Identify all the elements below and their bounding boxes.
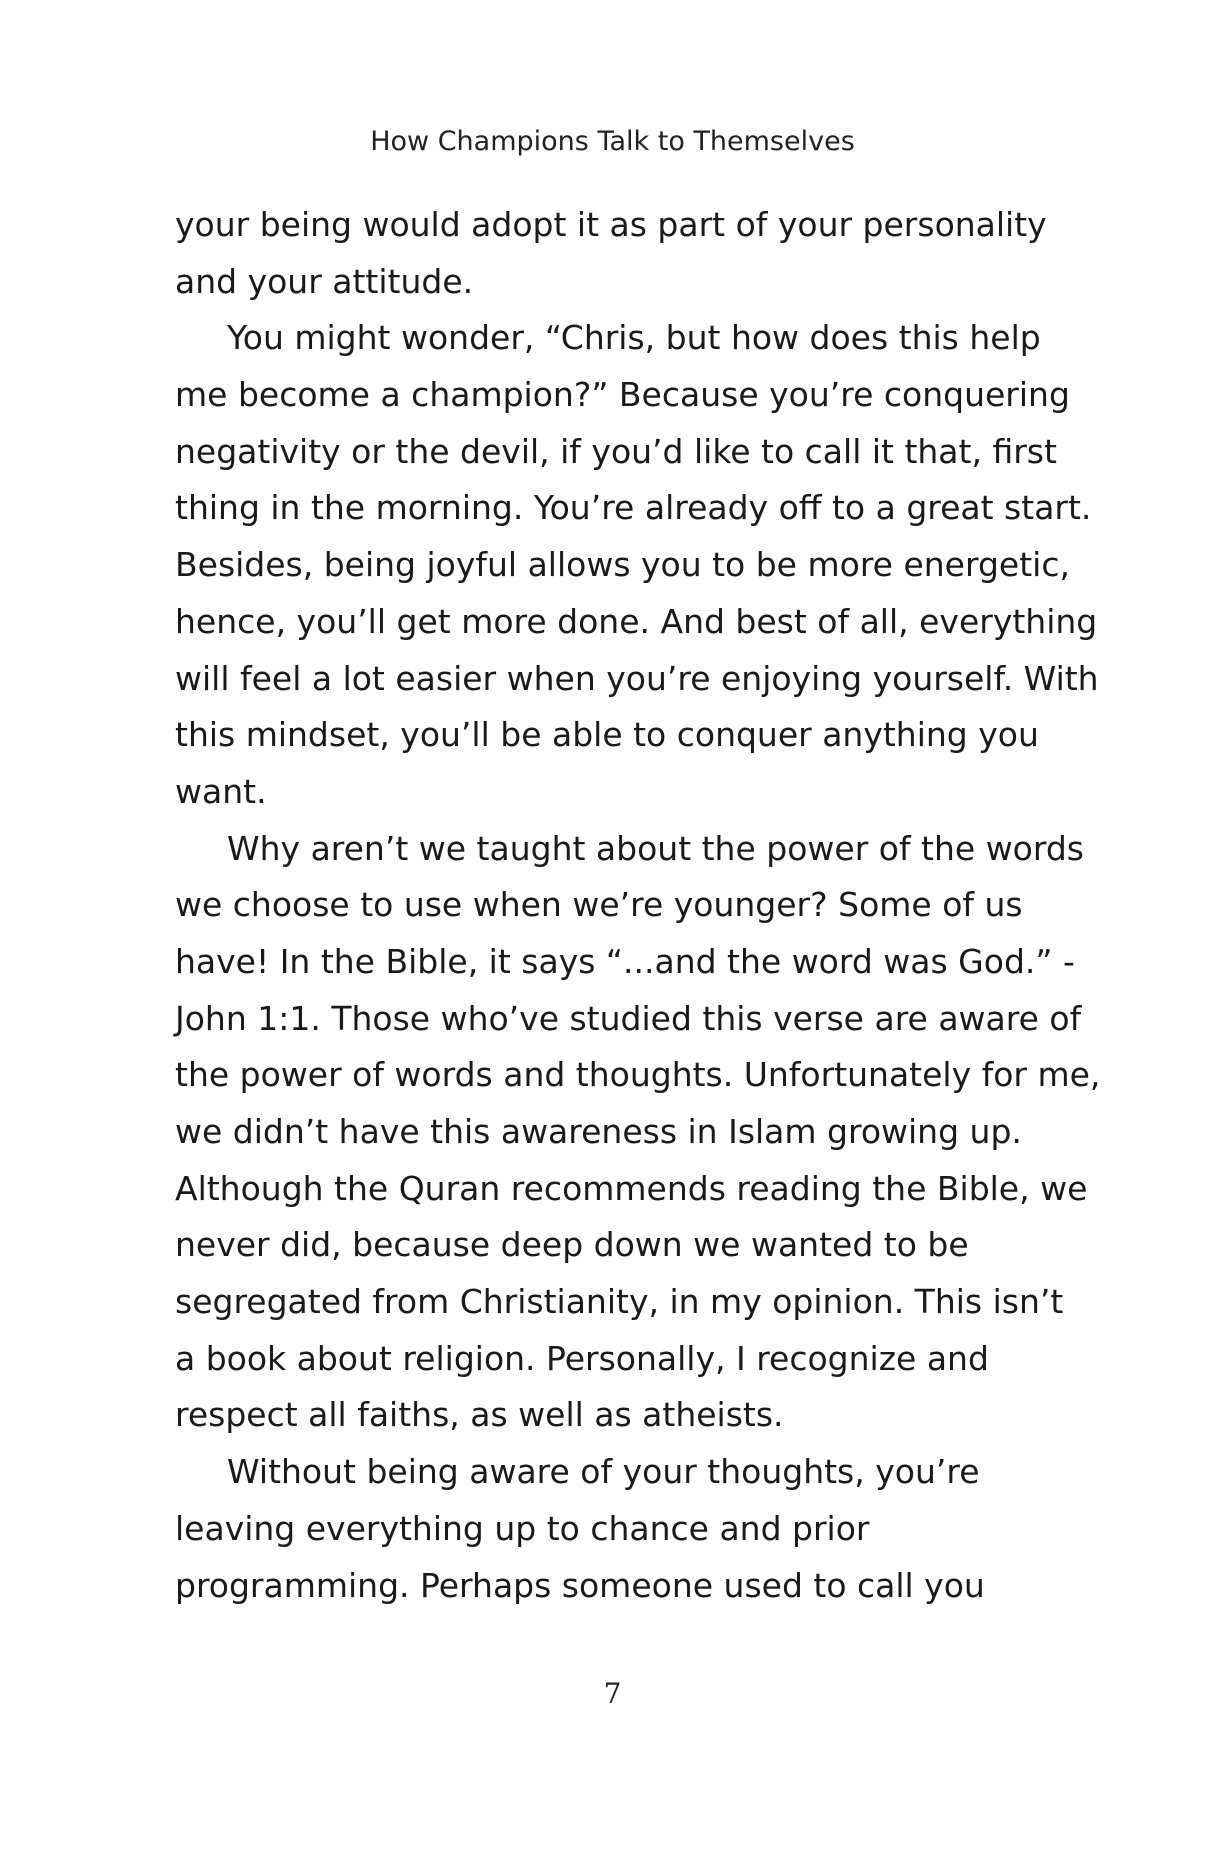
- text-line: Besides, being joyful allows you to be more energetic,: [175, 545, 1070, 585]
- text-line: this mindset, you’ll be able to conquer anything you: [175, 715, 1039, 755]
- text-line: Why aren’t we taught about the power of the words: [227, 828, 1085, 868]
- text-line: me become a champion?” Because you’re conquering: [175, 375, 1070, 415]
- text-line: hence, you’ll get more done. And best of all, everything: [175, 601, 1098, 641]
- text-line: You might wonder, “Chris, but how does this help: [227, 318, 1041, 358]
- text-line: programming. Perhaps someone used to call you: [175, 1565, 985, 1605]
- text-line: your being would adopt it as part of your personality: [175, 205, 1047, 244]
- text-line: a book about religion. Personally, I recognize and: [175, 1338, 989, 1378]
- text-line: never did, because deep down we wanted to be: [175, 1225, 969, 1265]
- text-line: thing in the morning. You’re already off to a great start.: [175, 488, 1092, 528]
- text-line: Although the Quran recommends reading the Bible, we: [175, 1168, 1088, 1208]
- text-line: leaving everything up to chance and prior: [175, 1508, 870, 1548]
- text-line: the power of words and thoughts. Unfortunately for me,: [175, 1055, 1101, 1095]
- text-line: have! In the Bible, it says “...and the word was God.” -: [175, 941, 1075, 981]
- body-text: [175, 197, 1101, 1614]
- page-number: 7: [603, 1677, 622, 1710]
- text-line: negativity or the devil, if you’d like to call it that, first: [175, 431, 1057, 471]
- text-line: will feel a lot easier when you’re enjoying yourself. With: [175, 658, 1099, 698]
- text-line: we choose to use when we’re younger? Some of us: [175, 885, 1023, 925]
- text-line: segregated from Christianity, in my opinion. This isn’t: [175, 1282, 1064, 1322]
- text-line: and your attitude.: [175, 261, 474, 301]
- text-line: Without being aware of your thoughts, you’re: [227, 1452, 980, 1492]
- text-line: respect all faiths, as well as atheists.: [175, 1395, 784, 1435]
- text-line: want.: [175, 771, 267, 811]
- text-line: we didn’t have this awareness in Islam growing up.: [175, 1112, 1022, 1151]
- running-header-title: How Champions Talk to Themselves: [370, 126, 855, 157]
- text-line: John 1:1. Those who’ve studied this verse are aware of: [175, 998, 1082, 1038]
